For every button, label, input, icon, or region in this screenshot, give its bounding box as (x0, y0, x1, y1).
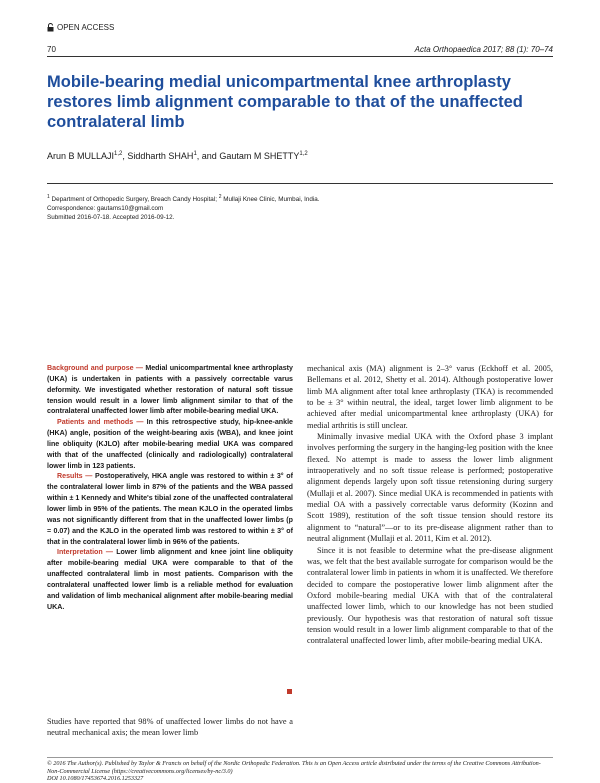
body-right-column (307, 363, 553, 647)
lock-open-icon (47, 23, 54, 32)
results-text: Postoperatively, HKA angle was restored to within ± 3° of the contralateral lower limb in 87% of the patients and the WBA passed within ± 1 Kennedy and White's tibial zone of the unaffected contralateral lower limb in 95% of the patients. The mean KJLO in the operated limbs was not significantly different from that in the unaffected lower limbs (p = 0.07) and the KJLO in the operated limb was restored to within ± 3° of that in the contralateral lower limb in 96% of the patients. (47, 472, 294, 546)
affiliation-2: Mullaji Knee Clinic, Mumbai, India. (223, 196, 320, 204)
background-text: Medial unicompartmental knee arthroplasty (UKA) is undertaken in patients with a passively correctable varus deformity. We investigated whether restoration of natural soft tissue tension would result in a lower limb alignment similar to that of the contralateral unaffected lower limb after mobile-bearing medial UKA. (47, 364, 293, 416)
author-affiliation: 1,2 (299, 151, 308, 157)
patients-text: In this retrospective study, hip-knee-ankle (HKA) angle, position of the weight-bearing axis (WBA), and knee joint line obliquity (KJLO) after mobile-bearing medial UKA was compared with that of the unaffected (clinically and radiologically) contralateral lower limb in 123 patients. (47, 418, 293, 470)
body-paragraph-3: Since it is not feasible to determine what the pre-disease alignment was, we felt that the best available surrogate for comparison would be the contralateral lower limb in patients in whom it is unaffected. We therefore decided to compare the postoperative lower limb alignment after the Oxford mobile-bearing medial UKA with that of the contralateral unaffected lower limb, which to our knowledge has not been studied previously. Our hypothesis was that restoration of natural soft tissue tension would result in a lower limb alignment comparable to that of the contralateral unaffected lower limb, after mobile-bearing medial UKA. (307, 545, 553, 646)
background-heading: Background and purpose — (47, 364, 143, 372)
open-access-label: OPEN ACCESS (57, 23, 115, 32)
results-heading: Results — (57, 472, 93, 481)
interpretation-text: Lower limb alignment and knee joint line obliquity after mobile-bearing medial UKA were comparable to that of the unaffected contralateral limb in most patients. Comparison with the contralateral unaffected lower limb is a reliable method for evaluation and validation of limb mechanical alignment after mobile-bearing medial UKA. (47, 548, 293, 611)
author-affiliation: 1,2 (114, 151, 123, 157)
patients-heading: Patients and methods — (57, 418, 144, 427)
submission-dates: Submitted 2016-07-18. Accepted 2016-09-12. (47, 213, 175, 221)
body-paragraph-2: Minimally invasive medial UKA with the Oxford phase 3 implant involves performing the surgery in the hanging-leg position with the knee flexed. No attempt is made to assess the lower limb alignment intraoperatively and no soft tissue release is performed; postoperative alignment depends largely upon soft tissue retensioning during surgery (Mullaji et al. 2007). Since medial UKA is recommended in patients with medial OA with a passively correctable varus deformity (Kozinn and Scott 1989), restitution of the soft tissue tension should restore its alignment to “natural”—or to its pre-disease alignment rather than to neutral alignment (Mullaji et al. 2011, Kim et al. 2012). (307, 432, 553, 544)
body-paragraph-1: mechanical axis (MA) alignment is 2–3° varus (Eckhoff et al. 2005, Bellemans et al. 2012, Shetty et al. 2014). Although postoperative lower limb MA alignment after total knee arthroplasty (TKA) is recommended to be ± 3° within neutral, the ideal, target lower limb alignment to be achieved after medial unicompartmental knee arthroplasty (UKA) for medial arthritis is still unclear. (307, 364, 553, 430)
header-rule (47, 56, 553, 57)
author-name: Siddharth SHAH (127, 151, 194, 161)
author-separator: , (122, 151, 128, 161)
footer (47, 760, 553, 783)
affiliation-rule (47, 183, 553, 184)
journal-citation: Acta Orthopaedica 2017; 88 (1): 70–74 (414, 45, 553, 54)
license-text: © 2016 The Author(s). Published by Taylor & Francis on behalf of the Nordic Orthopedic Federation. This is an Open Access article distributed under the terms of the Creative Commons Attribution-Non-Commercial License (https://creativecommons.org/licenses/by-nc/3.0) (47, 760, 541, 775)
abstract-end-mark (287, 689, 292, 694)
open-access-badge (47, 23, 114, 32)
article-title: Mobile-bearing medial unicompartmental knee arthroplasty restores limb alignment comparable to that of the unaffected contralateral limb (47, 73, 523, 131)
author-separator: , and (196, 151, 220, 161)
body-left-column (47, 716, 293, 739)
interpretation-heading: Interpretation — (57, 548, 113, 557)
doi: DOI 10.1080/17453674.2016.1253327 (47, 775, 144, 783)
affiliations: $^1$ Department of Orthopedic Surgery, Breach Candy Hospital; $^2$ Mullaji Knee Clinic, Mumbai, India. Correspondence: gautams10@gmail.com Submitted 2016-07-18. Accepted 2016-09-12. (47, 193, 553, 222)
intro-paragraph: Studies have reported that 98% of unaffected lower limbs do not have a neutral mechanical axis; the mean lower limb (47, 717, 293, 738)
footer-rule (47, 757, 553, 758)
page-number: 70 (47, 45, 56, 54)
author-affiliation: 1 (193, 151, 197, 157)
author-list (47, 151, 308, 161)
affiliation-1: Department of Orthopedic Surgery, Breach Candy Hospital; (51, 196, 217, 204)
abstract (47, 363, 293, 612)
correspondence: Correspondence: gautams10@gmail.com (47, 204, 164, 212)
author-name: Arun B MULLAJI (47, 151, 115, 161)
author-name: Gautam M SHETTY (219, 151, 300, 161)
